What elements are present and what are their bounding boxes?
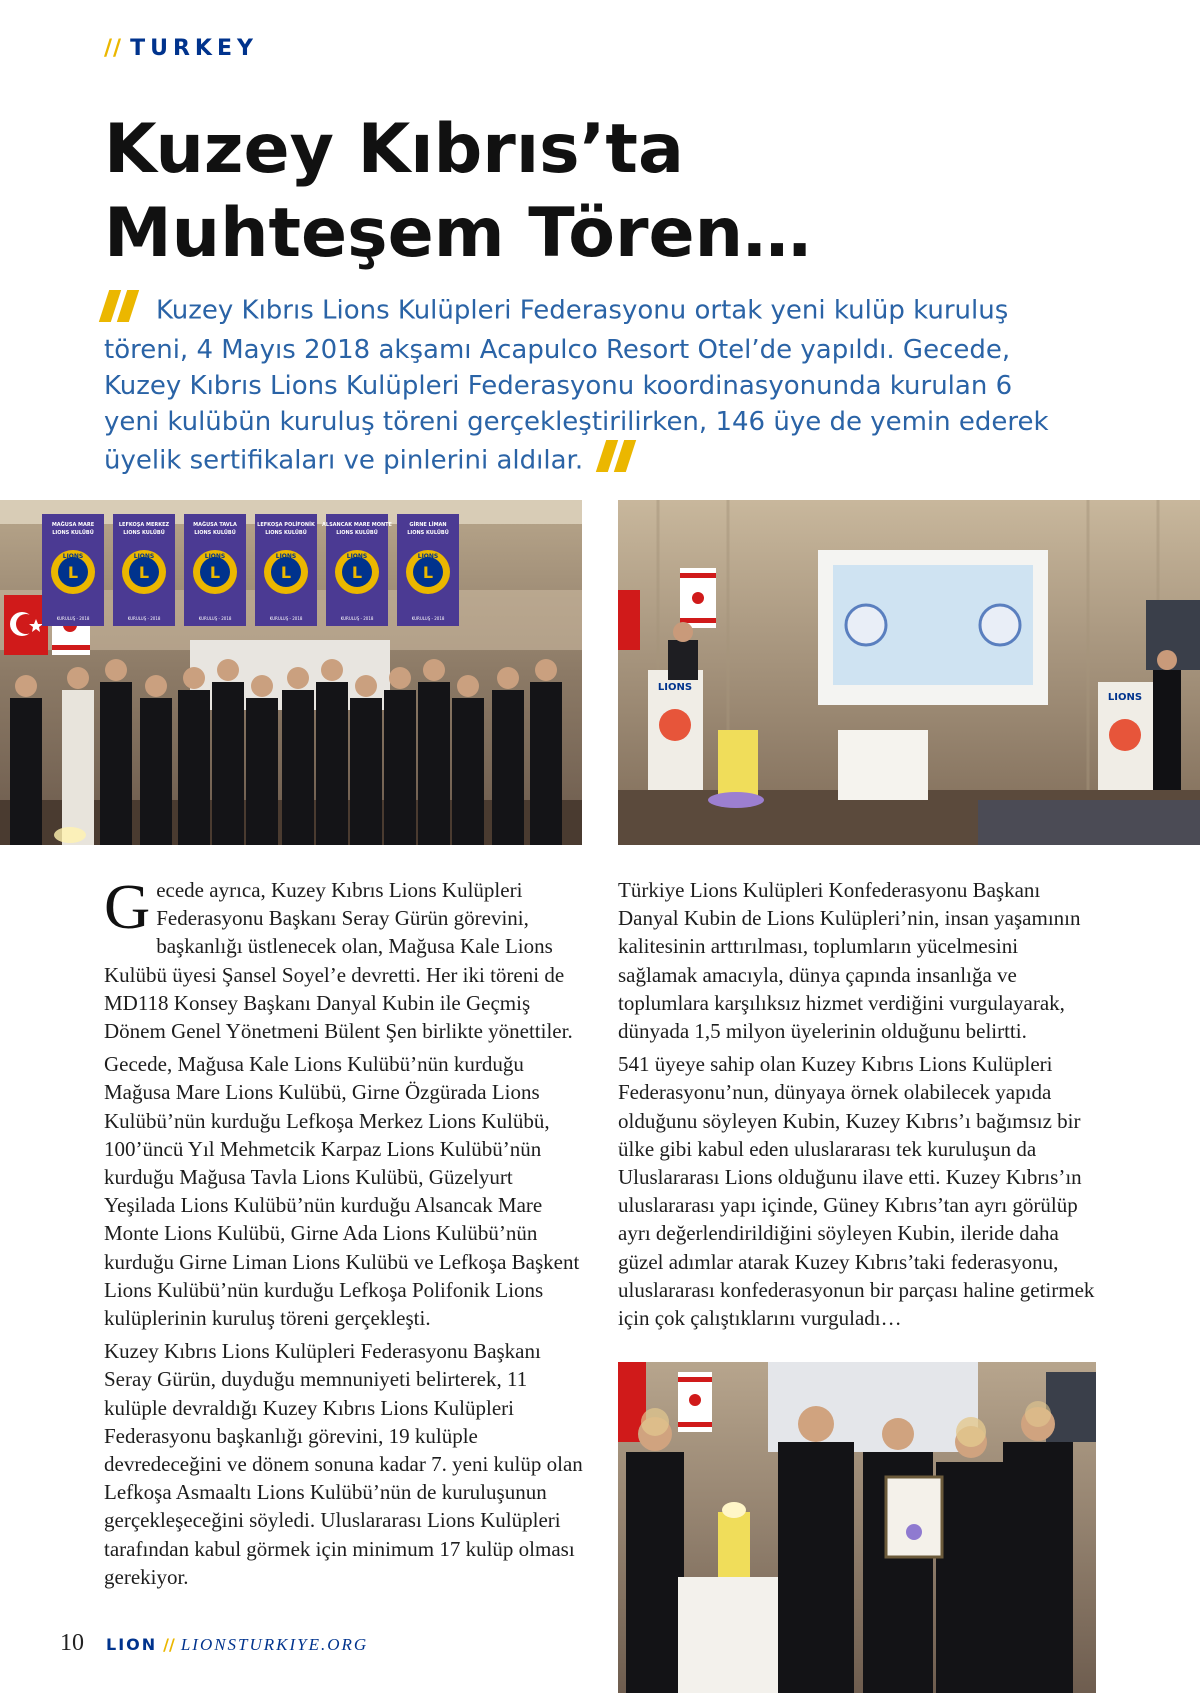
article-column-right [618,876,1098,1337]
article-title [104,108,1104,276]
title-line-2: Muhteşem Tören… [104,194,812,273]
title-line-1: Kuzey Kıbrıs’ta [104,110,684,189]
section-tag [104,36,258,61]
banner-footer: KURULUŞ - 2018 [269,616,303,621]
paragraph [104,871,584,1045]
banner-label: LIONS KULÜBÜ [265,530,307,536]
person-silhouette [178,690,210,845]
person-silhouette [100,682,132,845]
open-quote-icon [104,290,140,332]
photo-certificate-presentation [618,1362,1096,1693]
section-tag-label: TURKEY [130,36,258,61]
page-number: 10 [60,1630,84,1656]
banner-footer: KURULUŞ - 2018 [411,616,445,621]
club-banner [184,514,246,626]
club-banner [113,514,175,626]
banner-footer: KURULUŞ - 2018 [56,616,90,621]
footer-brand-line [106,1630,368,1656]
banner-label: MAĞUSA MARE [51,522,95,528]
person-silhouette [492,690,524,845]
banner-label: LIONS KULÜBÜ [52,530,94,536]
person-silhouette [418,682,450,845]
lectern-sign-left: LIONS [657,682,693,693]
emblem-letter: L [351,563,363,582]
banner-label: LIONS KULÜBÜ [123,530,165,536]
club-banner [42,514,104,626]
person-silhouette [246,698,278,845]
banner-footer: KURULUŞ - 2018 [198,616,232,621]
emblem-letter: L [422,563,434,582]
close-quote-icon [601,440,637,482]
banner-label: MAĞUSA TAVLA [193,522,237,528]
person-silhouette [282,690,314,845]
emblem-word: LIONS [275,553,297,560]
article-column-left [104,871,584,1596]
lead-text: Kuzey Kıbrıs Lions Kulüpleri Federasyonu ortak yeni kulüp kuruluş töreni, 4 Mayıs 2018 akşamı Acapulco Resort Otel’de yapıldı. Gecede, Kuzey Kıbrıs Lions Kulüpleri Federasyonu koordinasyonunda kurulan 6 yeni kulübün kuruluş töreni gerçekleştirilirken, 146 üye de yemin ederek üyelik sertifikaları ve pinlerini aldılar. [104,295,1049,476]
paragraph: Türkiye Lions Kulüpleri Konfederasyonu Başkanı Danyal Kubin de Lions Kulüpleri’nin, insan yaşamının kalitesinin arttırılması, toplumların yücelmesini sağlamak amacıyla, dünya çapında insanlığa ve toplumlara karşılıksız hizmet verdiğini vurgulayarak, dünyada 1,5 milyon üyelerinin olduğunu belirtti. [618,878,1081,1044]
person-silhouette [530,682,562,845]
person-silhouette [212,682,244,845]
emblem-word: LIONS [417,553,439,560]
footer-brand: LION [106,1635,158,1654]
person-silhouette [384,690,416,845]
section-tag-slashes: // [104,36,123,61]
person-silhouette [316,682,348,845]
paragraph: Gecede, Mağusa Kale Lions Kulübü’nün kurduğu Mağusa Mare Lions Kulübü, Girne Özgürada Lions Kulübü’nün kurduğu Lefkoşa Merkez Lions Kulübü, 100’üncü Yıl Mehmetcik Karpaz Lions Kulübü’nün kurduğu Mağusa Tavla Lions Kulübü, Güzelyurt Yeşilada Lions Kulübü’nün kurduğu Alsancak Mare Monte Lions Kulübü, Girne Ada Lions Kulübü’nün kurduğu Girne Liman Lions Kulübü ve Lefkoşa Başkent Lions Kulübü’nün kurduğu Lefkoşa Polifonik Lions kulüplerinin kuruluş töreni gerçekleşti. [104,1052,580,1331]
banner-footer: KURULUŞ - 2018 [127,616,161,621]
paragraph: 541 üyeye sahip olan Kuzey Kıbrıs Lions Kulüpleri Federasyonu’nun, dünyaya örnek olabilecek yapıda olduğunu söyleyen Kubin, Kuzey Kıbrıs’ı bağımsız bir ülke gibi kabul eden uluslararası tek kuruluşun da Uluslararası Lions olduğunu ilave etti. Kuzey Kıbrıs’ın uluslararası yapı içinde, Güney Kıbrıs’tan ayrı görülüp ayrı değerlendirildiğini söyleyen Kubin, ileride daha güzel adımlar atarak Kuzey Kıbrıs’taki federasyonu, uluslararası konfederasyonun bir parçası haline getirmek için çok çalıştıklarını vurguladı… [618,1052,1095,1331]
footer-site-link[interactable]: LIONSTURKIYE.ORG [180,1635,369,1654]
photo-group-banners [0,500,582,845]
person-silhouette [350,698,382,845]
lectern-sign-right: LIONS [1107,692,1143,703]
paragraph-text: ecede ayrıca, Kuzey Kıbrıs Lions Kulüpleri Federasyonu Başkanı Seray Gürün görevini, başkanlığı üstlenecek olan, Mağusa Kale Lions Kulübü üyesi Şansel Soyel’e devretti. Her iki töreni de MD118 Konsey Başkanı Danyal Kubin ile Geçmiş Dönem Genel Yönetmeni Bülent Şen birlikte yönettiler. [104,878,573,1044]
emblem-word: LIONS [62,553,84,560]
emblem-letter: L [280,563,292,582]
footer-separator: // [163,1635,175,1654]
emblem-letter: L [138,563,150,582]
photo-stage-screen [618,500,1200,845]
emblem-word: LIONS [346,553,368,560]
dropcap: G [104,871,151,942]
emblem-word: LIONS [204,553,226,560]
club-banner [255,514,317,626]
person-silhouette [10,698,42,845]
banner-label: LIONS KULÜBÜ [194,530,236,536]
page-footer [60,1630,368,1657]
banner-label: LIONS KULÜBÜ [336,530,378,536]
banner-footer: KURULUŞ - 2018 [340,616,374,621]
lead-quote [104,290,1064,482]
person-silhouette [62,690,94,845]
person-silhouette [452,698,484,845]
club-banner [397,514,459,626]
paragraph: Kuzey Kıbrıs Lions Kulüpleri Federasyonu Başkanı Seray Gürün, duyduğu memnuniyeti belirterek, 11 kulüple devraldığı Kuzey Kıbrıs Lions Kulüpleri Federasyonu başkanlığı görevini, 19 kulüple devredeceğini ve dönem sonuna kadar 7. yeni kulüp olan Lefkoşa Asmaaltı Lions Kulübü’nün de kuruluşunun gerçekleşeceğini söyledi. Uluslararası Lions Kulüpleri tarafından kabul görmek için minimum 17 kulüp olması gerekiyor. [104,1339,583,1589]
emblem-letter: L [209,563,221,582]
emblem-letter: L [67,563,79,582]
banner-label: ALSANCAK MARE MONTE [322,522,392,528]
banner-label: GİRNE LİMAN [409,522,447,528]
banner-label: LEFKOŞA MERKEZ [118,522,170,528]
banner-label: LIONS KULÜBÜ [407,530,449,536]
emblem-word: LIONS [133,553,155,560]
club-banner [322,514,393,626]
banner-label: LEFKOŞA POLİFONİK [257,522,315,528]
person-silhouette [140,698,172,845]
